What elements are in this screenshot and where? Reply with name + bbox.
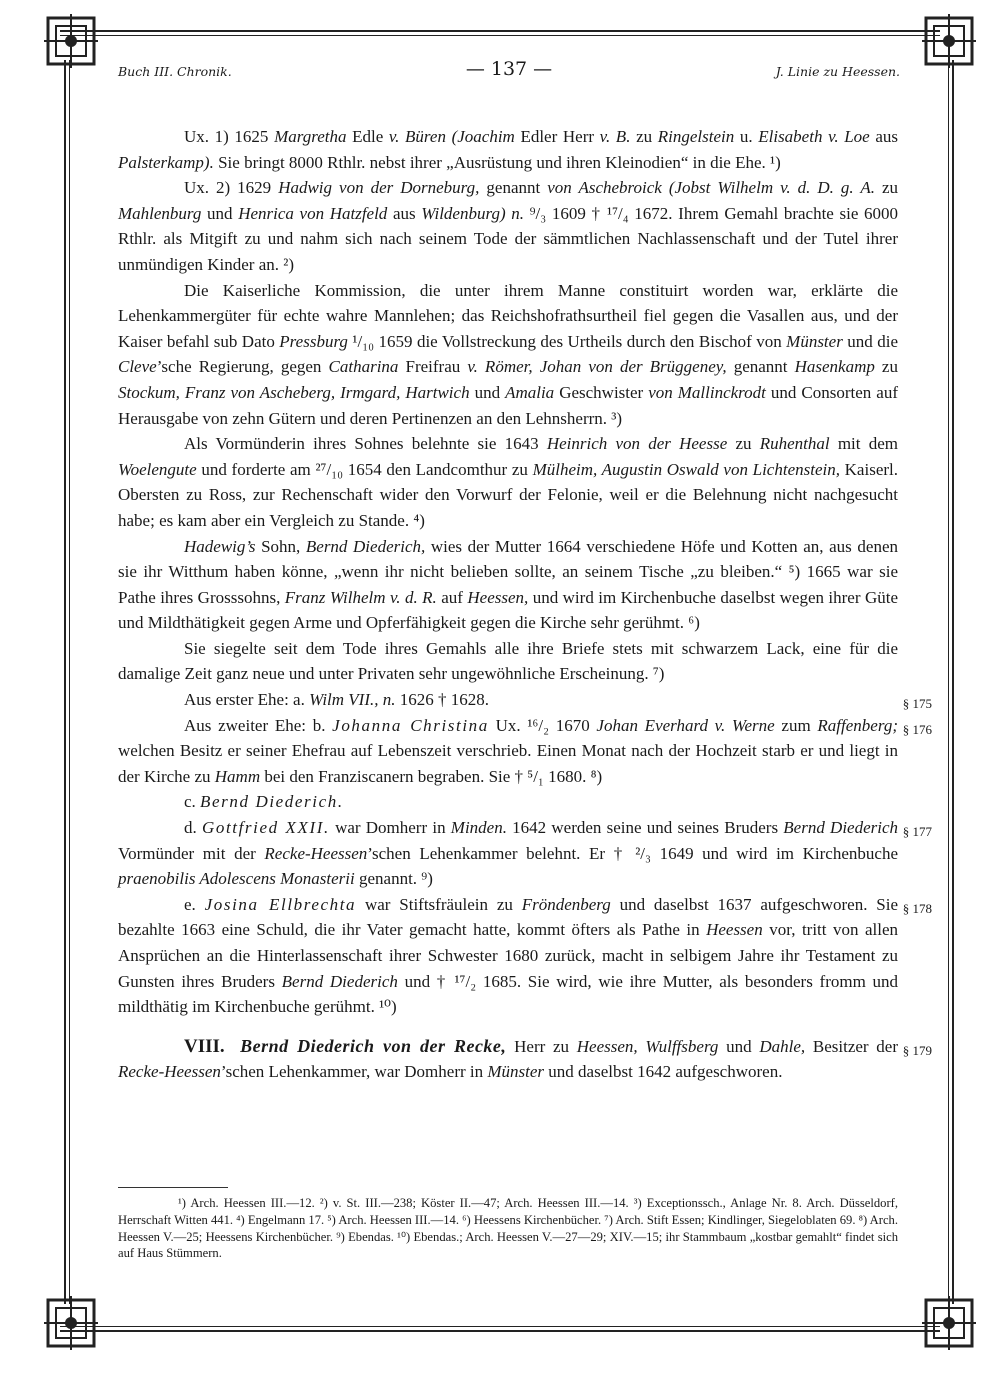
frame-left-border — [64, 60, 66, 1304]
frame-left-border-inner — [69, 60, 70, 1304]
header-book-title: Buch III. Chronik. — [118, 64, 232, 79]
generation-name: Bernd Diederich von der Recke, — [240, 1035, 507, 1056]
running-header — [118, 58, 900, 84]
paragraph: Aus zweiter Ehe: b. Johanna Christina Ux. ¹⁶/₂ 1670 Johan Everhard v. Werne zum Raffenberg; welchen Besitz er seiner Ehefrau auf Lebenszeit verschrieb. Einen Monat nach der Hochzeit starb er und liegt in der Kirche zu Hamm bei den Franziscanern begraben. Sie † ⁵/₁ 1680. ⁸) — [118, 715, 898, 786]
paragraph: d. Gottfried XXII. war Domherr in Minden. 1642 werden seine und seines Bruders Bernd Diederich Vormünder mit der Recke-Heessen’schen Lehenkammer belehnt. Er † ²/₃ 1649 und wird im Kirchenbuche praenobilis Adolescens Monasterii genannt. ⁹) — [118, 818, 899, 889]
child-entry — [118, 713, 932, 790]
ornament-corner-icon — [40, 1292, 102, 1354]
frame-bottom-border — [60, 1330, 940, 1332]
footnote-divider — [118, 1187, 228, 1188]
section-mark: § 179 — [902, 1042, 932, 1058]
ornament-corner-icon — [40, 10, 102, 72]
ornament-corner-icon — [918, 1292, 980, 1354]
generation-entry — [118, 1034, 932, 1085]
child-entry — [118, 687, 932, 713]
paragraph: Aus erster Ehe: a. Wilm VII., n. 1626 † 1628. — [184, 690, 489, 710]
page-number: — 137 — — [465, 58, 553, 80]
section-mark: § 178 — [902, 900, 932, 916]
paragraph: Als Vormünderin ihres Sohnes belehnte sie 1643 Heinrich von der Heesse zu Ruhenthal mit dem Woelengute und forderte am ²⁷/₁₀ 1654 den Landcomthur zu Mülheim, Augustin Oswald von Lichtenstein, Kaiserl. Obersten zu Ross, zur Rechenschaft wider den Vorwurf der Felonie, weil er die Belehnung nicht nachgesucht habe; es kam aber ein Vergleich zu Stande. ⁴) — [118, 434, 899, 530]
paragraph: c. Bernd Diederich. — [184, 792, 344, 812]
section-mark: § 176 — [902, 721, 932, 737]
paragraph: Ux. 1) 1625 Margretha Edle v. Büren (Joachim Edler Herr v. B. zu Ringelstein u. Elisabeth v. Loe aus Palsterkamp). Sie bringt 8000 Rthlr. nebst ihrer „Ausrüstung und ihren Kleinodien“ in die Ehe. ¹) — [118, 127, 899, 172]
paragraph: Sie siegelte seit dem Tode ihres Gemahls alle ihre Briefe stets mit schwarzem Lack, eine für die damalige Zeit ganz neue und unter Privaten sehr ungewöhnliche Erscheinung. ⁷) — [118, 638, 898, 684]
header-lineage-title: J. Linie zu Heessen. — [775, 64, 900, 79]
paragraph: Ux. 2) 1629 Hadwig von der Dorneburg, genannt von Aschebroick (Jobst Wilhelm v. d. D. g. A. zu Mahlenburg und Henrica von Hatzfeld aus Wildenburg) n. ⁹/₃ 1609 † ¹⁷/₄ 1672. Ihrem Gemahl brachte sie 6000 Rthlr. als Mitgift zu und nahm sich nach seinem Tode der sämmtlichen Nachlassenschaft und der Tutel ihrer unmündigen Kinder an. ²) — [118, 178, 899, 274]
paragraph: VIII. Bernd Diederich von der Recke, Herr zu Heessen, Wulffsberg und Dahle, Besitzer der Recke-Heessen’schen Lehenkammer, war Domherr in Münster und daselbst 1642 aufgeschworen. — [118, 1035, 899, 1082]
generation-number: VIII. — [184, 1035, 225, 1057]
paragraph: Hadewig’s Sohn, Bernd Diederich, wies der Mutter 1664 verschiedene Höfe und Kotten an, aus denen sie ihr Witthum haben könne, „wenn ihr nicht belieben sollte, an seinem Tische „zu bleiben.“ ⁵) 1665 war sie Pathe ihres Grosssohns, Franz Wilhelm v. d. R. auf Heessen, und wird im Kirchenbuche daselbst wegen ihrer Güte und Mildthätigkeit gegen Arme und Opferfähigkeit gegen die Kirche sehr gerühmt. ⁶) — [118, 536, 898, 633]
main-text — [118, 124, 932, 1085]
frame-top-border — [60, 30, 940, 32]
paragraph: e. Josina Ellbrechta war Stiftsfräulein zu Fröndenberg und daselbst 1637 aufgeschworen. Sie bezahlte 1663 eine Schuld, die ihr Vater gemacht hatte, kommt öfters als Pathe in Heessen vor, tritt von allen Ansprüchen an die Hinterlassenschaft ihrer Schwester 1680 zurück, macht in selbigem Jahre ihr Testament zu Gunsten ihres Bruders Bernd Diederich und † ¹⁷/₂ 1685. Sie wird, wie ihre Mutter, als besonders fromm und mildthätig im Kirchenbuche gerühmt. ¹⁰) — [118, 894, 899, 1017]
paragraph: Die Kaiserliche Kommission, die unter ihrem Manne constituirt worden war, erklärte die Lehenkammergüter für echte wahre Mannlehen; das Reichshofrathsurtheil fiel gegen die Vasallen aus, und der Kaiser befahl sub Dato Pressburg ¹/₁₀ 1659 die Vollstreckung des Urtheils durch den Bischof von Münster und die Cleve’sche Regierung, gegen Catharina Freifrau v. Römer, Johan von der Brüggeney, genannt Hasenkamp zu Stockum, Franz von Ascheberg, Irmgard, Hartwich und Amalia Geschwister von Mallinckrodt und Consorten auf Herausgabe von zehn Gütern und deren Pertinenzen an den Lehnsherrn. ³) — [118, 280, 898, 428]
child-entry — [118, 892, 932, 1020]
frame-bottom-border-inner — [60, 1326, 940, 1327]
ornament-corner-icon — [918, 10, 980, 72]
frame-right-border-inner — [948, 60, 949, 1304]
footnotes: ¹) Arch. Heessen III.—12. ²) v. St. III.—238; Köster II.—47; Arch. Heessen III.—14. ³) Exceptionssch., Anlage Nr. 8. Arch. Düsseldorf, Herrschaft Witten 441. ⁴) Engelmann 17. ⁵) Arch. Heessen III.—14. ⁶) Heessens Kirchenbücher. ⁷) Arch. Stift Essen; Kindlinger, Siegeloblaten 69. ⁸) Arch. Heessen V.—25; Heessens Kirchenbücher. ⁹) Ebendas. ¹⁰) Ebendas.; Arch. Heessen V.—27—29; XIV.—15; ihr Stammbaum „kostbar gemahlt“ findet sich auf Haus Stümmern. — [118, 1196, 898, 1261]
section-mark: § 175 — [902, 696, 932, 712]
frame-top-border-inner — [60, 35, 940, 36]
child-entry — [118, 815, 932, 892]
frame-right-border — [952, 60, 954, 1304]
section-mark: § 177 — [902, 824, 932, 840]
